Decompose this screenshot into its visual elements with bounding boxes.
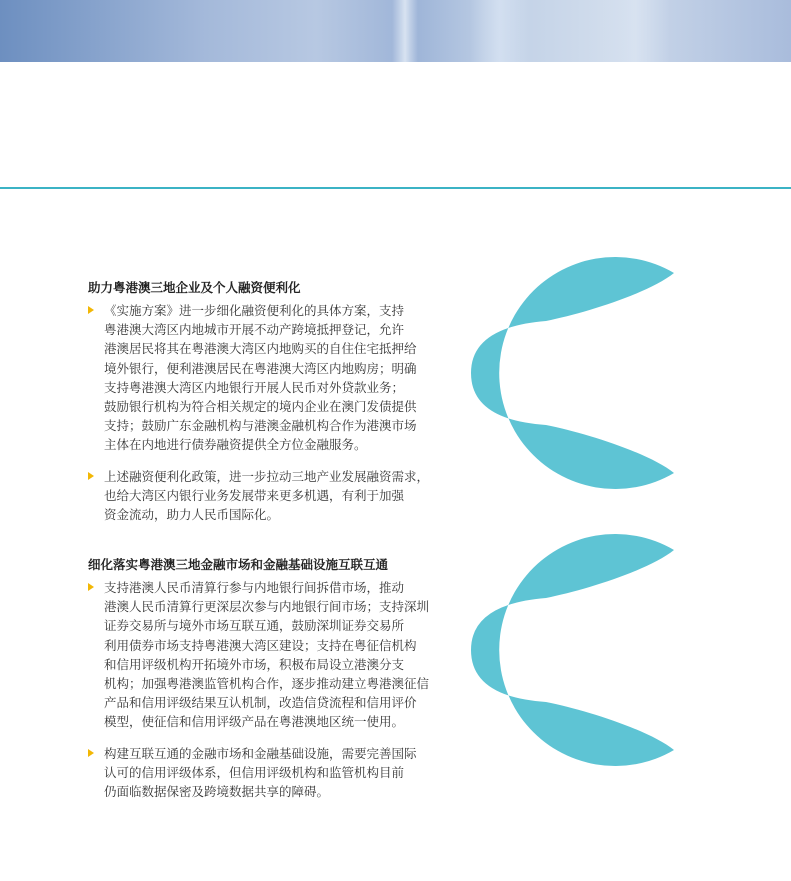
text-line: 和信用评级机构开拓境外市场，积极布局设立港澳分支 [104, 656, 405, 672]
text-line: 银行提高国际化经营能力 [581, 384, 719, 399]
text-line: 主体在内地进行债券融资提供全方位金融服务。 [104, 437, 367, 453]
bullet-item [88, 578, 460, 732]
text-line: 模型，使征信和信用评级产品在粤港澳地区统一使用。 [104, 714, 405, 730]
text-line: 证券交易所与境外市场互联互通，鼓励深圳证券交易所 [104, 618, 405, 634]
callout-text [579, 600, 717, 708]
bullet-list [88, 578, 460, 813]
text-line: 构建互联互通的金融市场和金融基础设施，需要完善国际 [104, 745, 417, 761]
text-line: 产品互认、人才互动的 [579, 637, 705, 652]
section-heading: 细化落实粤港澳三地金融市场和金融基础设施互联互通 [88, 557, 389, 572]
text-line: 支持；鼓励广东金融机构与港澳金融机构合作为港澳市场 [104, 418, 417, 434]
text-line: 认可的信用评级体系，但信用评级机构和监管机构目前 [104, 764, 405, 780]
text-line: 商业银行需抓住金融 [579, 601, 692, 616]
callout-bubble [471, 255, 741, 525]
section-divider [0, 187, 791, 189]
text-line: 加强同业合作，推动建立 [579, 673, 717, 688]
text-line: 上述融资便利化政策，进一步拉动三地产业发展融资需求， [104, 468, 430, 484]
text-line: 支持港澳人民币清算行参与内地银行间拆借市场，推动 [104, 580, 405, 595]
bullet-text [104, 467, 460, 525]
text-line: 多层次金融市场 [579, 691, 667, 706]
callout-bubble [471, 532, 741, 802]
bullet-list [88, 301, 460, 536]
bullet-item [88, 467, 460, 525]
bullet-text [104, 578, 460, 732]
bullet-text [104, 744, 460, 802]
text-line: 机构；加强粤港澳监管机构合作，逐步推动建立粤港澳征信 [104, 676, 430, 692]
section-heading: 助力粤港澳三地企业及个人融资便利化 [88, 280, 301, 295]
triangle-bullet-icon [88, 306, 94, 314]
banner-light-streak [600, 0, 670, 62]
triangle-bullet-icon [88, 472, 94, 480]
header-banner-image [0, 0, 791, 62]
banner-light-streak [470, 0, 530, 62]
banner-light-streak [392, 0, 418, 62]
triangle-bullet-icon [88, 749, 94, 757]
text-line: 机会，整合内部资源， [579, 655, 705, 670]
text-line: 资金流动，助力人民币国际化。 [104, 507, 280, 523]
text-line: 提出更高要求 [581, 402, 657, 417]
bullet-item [88, 744, 460, 802]
text-line: 粤港澳大湾区内地城市开展不动产跨境抵押登记，允许 [104, 322, 405, 338]
text-line: 利用债券市场支持粤港澳大湾区建设；支持在粤征信机构 [104, 637, 417, 653]
bullet-text [104, 301, 460, 455]
text-line: 机构协同、市场对接、 [579, 619, 705, 634]
triangle-bullet-icon [88, 583, 94, 591]
text-line: 仍面临数据保密及跨境数据共享的障碍。 [104, 784, 330, 800]
text-line: 创新，同时也对商业 [581, 366, 694, 381]
text-line: 港澳居民将其在粤港澳大湾区内地购买的自住住宅抵押给 [104, 341, 417, 357]
text-line: 境外银行，便利港澳居民在粤港澳大湾区内地购房；明确 [104, 360, 417, 376]
text-line: 产品和信用评级结果互认机制，改造信贷流程和信用评价 [104, 695, 417, 711]
bullet-item [88, 301, 460, 455]
callout-text [581, 329, 719, 419]
text-line: 鼓励银行机构为符合相关规定的境内企业在澳门发债提供 [104, 399, 417, 415]
text-line: 《实施方案》进一步细化融资便利化的具体方案，支持 [104, 303, 405, 318]
text-line: 港澳人民币清算行更深层次参与内地银行间市场；支持深圳 [104, 599, 430, 615]
text-line: 融资服务领域，促进产品 [581, 348, 719, 363]
text-line: 也给大湾区内银行业务发展带来更多机遇，有利于加强 [104, 487, 405, 503]
text-line: 丰富商业银行跨境投 [581, 330, 694, 345]
text-line: 支持粤港澳大湾区内地银行开展人民币对外贷款业务； [104, 379, 405, 395]
